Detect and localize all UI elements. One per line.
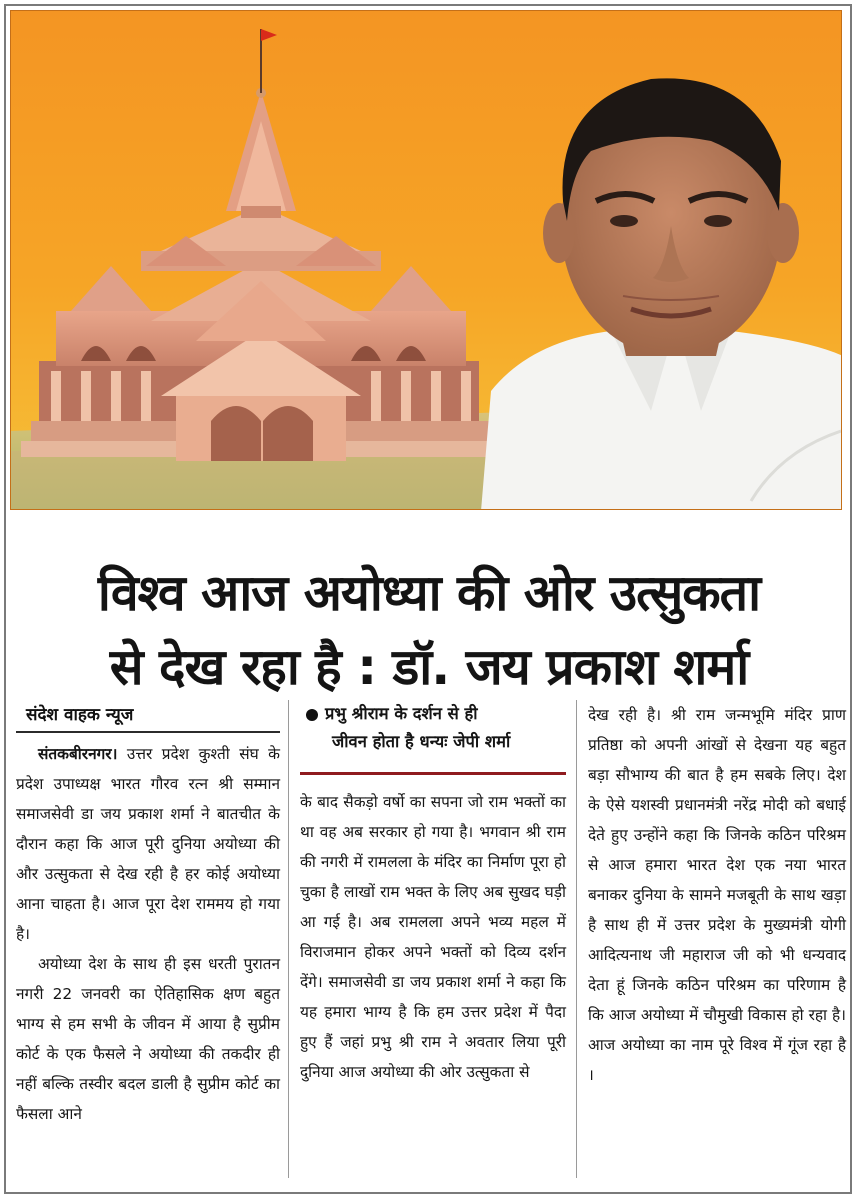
banner-image bbox=[10, 10, 842, 510]
portrait-photo bbox=[481, 78, 842, 510]
dateline: संतकबीरनगर। bbox=[38, 745, 118, 763]
headline-line-2: से देख रहा है : डॉ. जय प्रकाश शर्मा bbox=[109, 637, 749, 696]
headline-line-1: विश्व आज अयोध्या की ओर उत्सुकता bbox=[97, 563, 761, 622]
bullet-icon bbox=[306, 709, 318, 721]
article-paragraph: के बाद सैकड़ो वर्षो का सपना जो राम भक्तों का था वह अब सरकार हो गया है। भगवान श्री राम की नगरी में रामलला के मंदिर का निर्माण पूरा हो चुका है लाखों राम भक्त के लिए अब सुखद घड़ी आ गई है। अब रामलला अपने भव्य महल में विराजमान होकर अपने भक्तों को दिव्य दर्शन देंगे। समाजसेवी डा जय प्रकाश शर्मा ने कहा कि यह हमारा भाग्य है कि हम उत्तर प्रदेश में पैदा हुए हैं जहां प्रभु श्री राम ने अवतार लिया पूरी दुनिया आज अयोध्या की ओर उत्सुकता से bbox=[300, 793, 566, 1081]
column-divider bbox=[288, 700, 289, 1178]
paragraph-text: उत्तर प्रदेश कुश्ती संघ के प्रदेश उपाध्यक्ष भारत गौरव रत्न श्री सम्मान समाजसेवी डा जय प्रकाश शर्मा ने बातचीत के दौरान कहा कि आज पूरी दुनिया अयोध्या की और उत्सुकता से देख रही है हर कोई अयोध्या आना चाहता है। आज पूरा देश राममय हो गया है। bbox=[16, 745, 280, 943]
article-column-2 bbox=[300, 700, 566, 1190]
temple-illustration bbox=[21, 29, 501, 461]
article-paragraph bbox=[16, 739, 280, 949]
column-divider bbox=[576, 700, 577, 1178]
red-divider bbox=[300, 772, 566, 775]
byline: संदेश वाहक न्यूज bbox=[16, 700, 280, 733]
article-column-3 bbox=[588, 700, 846, 1190]
pull-quote-line-2: जीवन होता है धन्यः जेपी शर्मा bbox=[332, 732, 511, 751]
article-paragraph: अयोध्या देश के साथ ही इस धरती पुरातन नगरी 22 जनवरी का ऐतिहासिक क्षण बहुत भाग्य से हम सभी के जीवन में आया है सुप्रीम कोर्ट के एक फैसले ने अयोध्या की तकदीर ही नहीं बल्कि तस्वीर बदल डाली है सुप्रीम कोर्ट का फैसला आने bbox=[16, 955, 280, 1123]
temple-and-portrait-illustration bbox=[11, 11, 842, 510]
article-column-1 bbox=[16, 700, 280, 1190]
article-paragraph: देख रही है। श्री राम जन्मभूमि मंदिर प्राण प्रतिष्ठा को अपनी आंखों से देखना यह बहुत बड़ा सौभाग्य की बात है हम सबके लिए। देश के ऐसे यशस्वी प्रधानमंत्री नरेंद्र मोदी को बधाई देते हुए उन्होंने कहा कि जिनके कठिन परिश्रम से आज हमारा भारत देश एक नया भारत बनाकर दुनिया के सामने मजबूती के साथ खड़ा है साथ ही में उत्तर प्रदेश के मुख्यमंत्री योगी आदित्यनाथ जी महाराज जी को भी धन्यवाद देता हूं जिनके कठिन परिश्रम का परिणाम है कि आज अयोध्या में चौमुखी विकास हो रहा है। आज अयोध्या का नाम पूरे विश्व में गूंज रहा है । bbox=[588, 706, 846, 1084]
headline bbox=[14, 556, 844, 704]
pull-quote-line-1: प्रभु श्रीराम के दर्शन से ही bbox=[325, 704, 478, 723]
pull-quote bbox=[300, 700, 566, 756]
